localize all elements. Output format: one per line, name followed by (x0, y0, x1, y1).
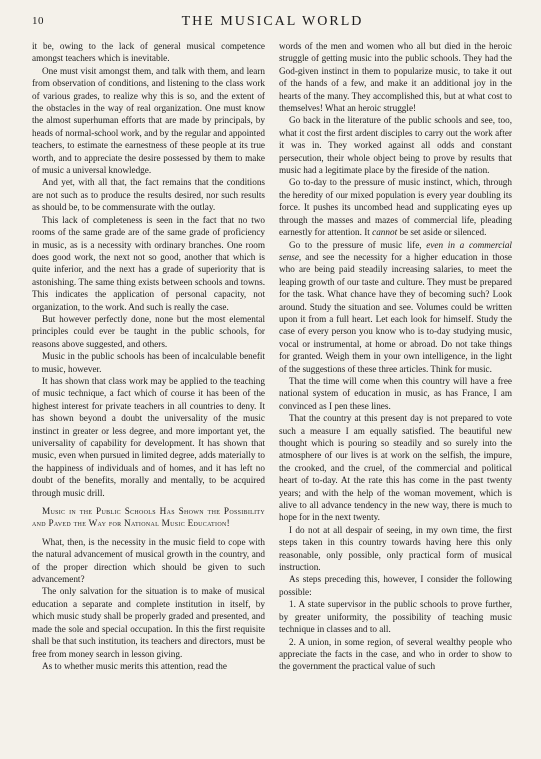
right-column (279, 40, 512, 673)
emphasis-text: cannot (372, 227, 398, 238)
paragraph-text: Go to the pressure of music life, (289, 239, 422, 250)
paragraph: I do not at all despair of seeing, in my own time, the first steps taken in this country towards having here this only reasonable, only possible, only practical form of musical instruction. (279, 524, 512, 573)
paragraph: Music in the public schools has been of incalculable benefit to music, however. (32, 351, 265, 374)
paragraph: As to whether music merits this attention, read the (42, 660, 227, 671)
left-column (32, 40, 265, 673)
paragraph: But however perfectly done, none but the most elemental principles could ever be taught in the public schools, for reasons above suggested, and others. (32, 313, 265, 349)
paragraph: The only salvation for the situation is to make of musical education a separate and complete institution in itself, by which music study shall be properly graded and presented, and made the sole and special occupation. In this the first requisite shall be that such institution, its teachers and directors, must be free from money search in lesson giving. (32, 586, 265, 659)
page-header (32, 0, 513, 40)
list-item: 2. A union, in some region, of several wealthy people who appreciate the facts in the case, and who in order to show to the government the practical value of such (279, 636, 512, 672)
text-columns (32, 40, 513, 673)
paragraph: One must visit amongst them, and talk with them, and learn from observation of conditions, and listening to the class work of various grades, to realize why this is so, and the extent of the obstacles in the way of real organization. One must know the almost superhuman efforts that are made by principals, by heads of normal-school work, and by the regular and appointed teachers, to estimate the earnestness of these people at its true worth, and to appreciate the desire possessed by them to make of music a universal knowledge. (32, 65, 265, 176)
running-title: THE MUSICAL WORLD (181, 14, 364, 29)
page-number: 10 (32, 15, 44, 27)
paragraph: That the country at this present day is not prepared to vote such a measure I am equally satisfied. The beautiful new thought which is pouring so steadily and so surely into the atmosphere of our lives is at work on the selfish, the impure, the crooked, and the cruel, of the commercial and political heart of to-day. At the rate this has come in the past twenty years; and with the help of the woman movement, which is alive to all advance tendency in the new way, there is much to hope for in the next twenty. (279, 413, 512, 523)
section-subheading: Music in the Public Schools Has Shown the Possibility and Paved the Way for National Music Education! (32, 506, 265, 529)
paragraph: What, then, is the necessity in the music field to cope with the natural advancement of musical growth in the country, and of the proper direction which should be given to such advancement? (32, 536, 265, 585)
paragraph-text: Go to-day to the pressure of music instinct, which, through the heredity of our mixed population is every year doubling its force. It pushes its uncombed head and supplicating eyes up through the masses and mazes of commercial life, pleading earnestly for attention. It (279, 177, 512, 238)
paragraph (279, 239, 512, 375)
paragraph: It has shown that class work may be applied to the teaching of music technique, a fact which of course it has been of the highest interest for private teachers in all countries to deny. It has shown beyond a doubt the universality of the music instinct in greater or less degree, and more important yet, the universality of capability for development. It has shown that music, even when pursued in limited degree, adds materially to the happiness of individuals and of homes, and it has left no doubt of the benefits, morally and mentally, to be acquired through music drill. (32, 375, 265, 498)
paragraph (279, 176, 512, 238)
paragraph-text: and see the necessity for a higher education in those who are being paid steadily increasing salaries, to meet the leaping growth of our taste and culture. They must be prepared for the task. What chance have they of becoming such? Look around. Study the situation and see. Volumes could be written upon it from a full heart. Let each look for himself. Study the case of every person you know who is to-day studying music, vocal or instrumental, at home or abroad. Do not take things for granted. Weigh them in your own intelligence, in the light of the suggestions of these three articles. Think for music. (279, 251, 513, 374)
list-item: 1. A state supervisor in the public schools to prove further, by greater uniformity, the possibility of teaching music technique in classes and to all. (279, 599, 512, 635)
paragraph: That the time will come when this country will have a free national system of education in music, as has France, I am convinced as I pen these lines. (279, 375, 512, 411)
paragraph: it be, owing to the lack of general musical competence amongst teachers which is inevitable. (32, 41, 265, 64)
paragraph: As steps preceding this, however, I consider the following possible: (279, 574, 512, 597)
paragraph: This lack of completeness is seen in the fact that no two rooms of the same grade are of the same grade of proficiency in music, as is a necessity with ordinary branches. One room does good work, the next not so good, another that which is quite inferior, and the next has a grade of superiority that is astonishing. The same thing exists between schools and towns. This indicates the application of personal capacity, not organization, to the work. And such is really the case. (32, 214, 265, 312)
paragraph: words of the men and women who all but died in the heroic struggle of getting music into the public schools. They had the God-given instinct in them to popularize music, to take it out of the hands of a few, and make it an additional joy in the hearts of the many. They accomplished this, but at what cost to themselves! What an heroic struggle! (279, 41, 512, 114)
paragraph: Go back in the literature of the public schools and see, too, what it cost the first ardent disciples to carry out the work after it was in. They worked against all odds and constant persecution, their whole object being to prove by results that music had a legitimate place by the fireside of the nation. (279, 115, 512, 176)
paragraph: And yet, with all that, the fact remains that the conditions are not such as to produce the results desired, nor such results as should be, to be commensurate with the outlay. (32, 177, 265, 213)
emphasis-text: even in a commercial sense, (279, 239, 512, 262)
paragraph-text: be set aside or silenced. (399, 227, 487, 238)
